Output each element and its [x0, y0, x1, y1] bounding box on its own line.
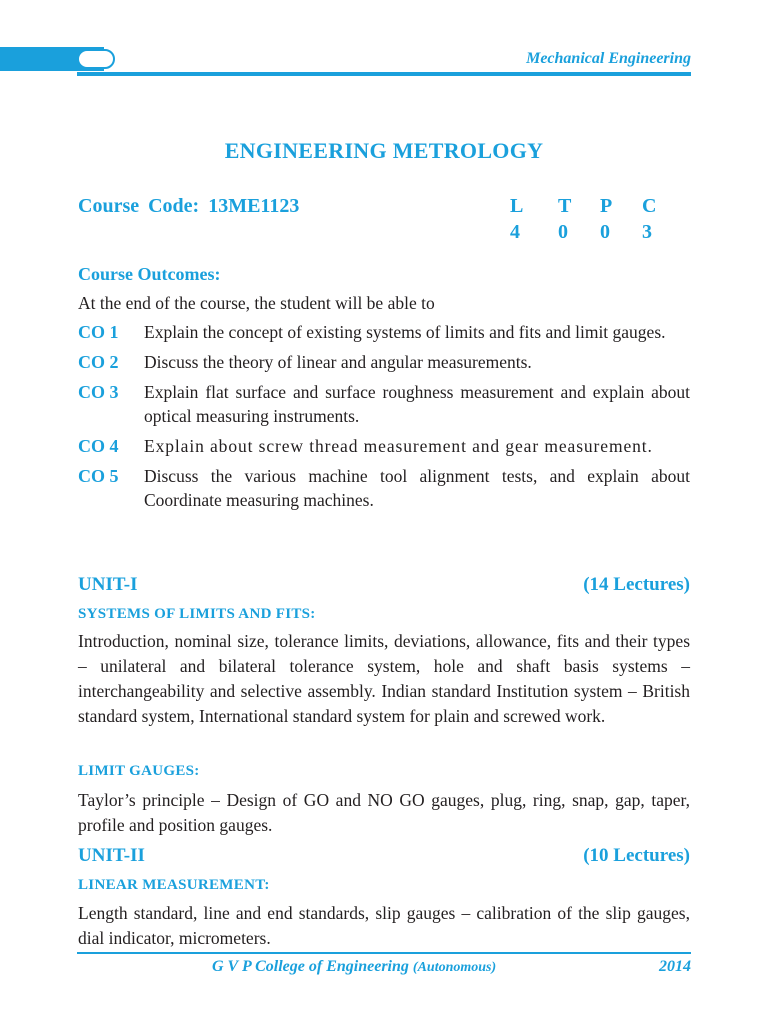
- section-heading: LINEAR MEASUREMENT:: [78, 877, 270, 893]
- outcome-item: [78, 380, 690, 428]
- footer-rule: [77, 952, 691, 954]
- ltpc-c: [642, 195, 666, 247]
- outcome-item: [78, 464, 690, 512]
- ltpc-value: 0: [600, 221, 610, 243]
- outcome-text: Explain flat surface and surface roughness measurement and explain about optical measuring instruments.: [144, 382, 690, 426]
- outcomes-heading: Course Outcomes:: [78, 264, 221, 284]
- outcome-item: [78, 350, 690, 374]
- section-heading: SYSTEMS OF LIMITS AND FITS:: [78, 606, 316, 622]
- ltpc-head: P: [600, 195, 613, 217]
- header-rule: [77, 72, 691, 76]
- outcome-text: Explain the concept of existing systems of limits and fits and limit gauges.: [144, 322, 666, 342]
- unit-lectures: (14 Lectures): [583, 574, 690, 595]
- ltpc-p: [600, 195, 624, 247]
- outcome-label: CO 3: [78, 382, 119, 402]
- header-pill-decoration: [77, 49, 115, 69]
- ltpc-l: [510, 195, 534, 247]
- ltpc-value: 4: [510, 221, 520, 243]
- outcome-label: CO 1: [78, 322, 119, 342]
- ltpc-head: L: [510, 195, 524, 217]
- outcome-label: CO 5: [78, 466, 119, 486]
- course-title: ENGINEERING METROLOGY: [224, 138, 544, 163]
- footer-college: [212, 958, 496, 976]
- outcome-text: Discuss the various machine tool alignment tests, and explain about Coordinate measuring machines.: [144, 466, 690, 510]
- unit-2-header: [78, 845, 690, 867]
- outcome-label: CO 4: [78, 436, 119, 456]
- ltpc-t: [558, 195, 582, 247]
- ltpc-head: C: [642, 195, 657, 217]
- outcomes-intro: At the end of the course, the student will be able to: [78, 293, 435, 313]
- outcome-text: Explain about screw thread measurement and gear measurement.: [144, 436, 653, 456]
- section-text: Taylor’s principle – Design of GO and NO GO gauges, plug, ring, snap, gap, taper, profile and position gauges.: [78, 790, 690, 835]
- college-autonomous: (Autonomous): [412, 960, 497, 975]
- footer-year: 2014: [659, 958, 691, 975]
- ltpc-head: T: [558, 195, 572, 217]
- outcome-label: CO 2: [78, 352, 119, 372]
- section-text: Introduction, nominal size, tolerance limits, deviations, allowance, fits and their types – unilateral and bilateral tolerance system, hole and shaft basis systems – interchangeability and selective assembly. Indian standard Institution system – British standard system, International standard system for plain and screwed work.: [78, 631, 690, 726]
- outcomes-list: [78, 320, 690, 518]
- unit-lectures: (10 Lectures): [583, 845, 690, 866]
- outcome-item: [78, 434, 690, 458]
- section-heading: LIMIT GAUGES:: [78, 763, 200, 779]
- outcome-text: Discuss the theory of linear and angular measurements.: [144, 352, 532, 372]
- unit-name: UNIT-I: [78, 574, 138, 595]
- section-text: Length standard, line and end standards, slip gauges – calibration of the slip gauges, dial indicator, micrometers.: [78, 903, 690, 948]
- ltpc-value: 3: [642, 221, 652, 243]
- header-title: Mechanical Engineering: [526, 50, 691, 67]
- unit-name: UNIT-II: [78, 845, 145, 866]
- college-name: G V P College of Engineering: [212, 958, 409, 975]
- course-code: Course Code: 13ME1123: [78, 195, 300, 217]
- unit-1-header: [78, 574, 690, 596]
- course-code-row: [78, 195, 690, 247]
- ltpc-value: 0: [558, 221, 568, 243]
- outcome-item: [78, 320, 690, 344]
